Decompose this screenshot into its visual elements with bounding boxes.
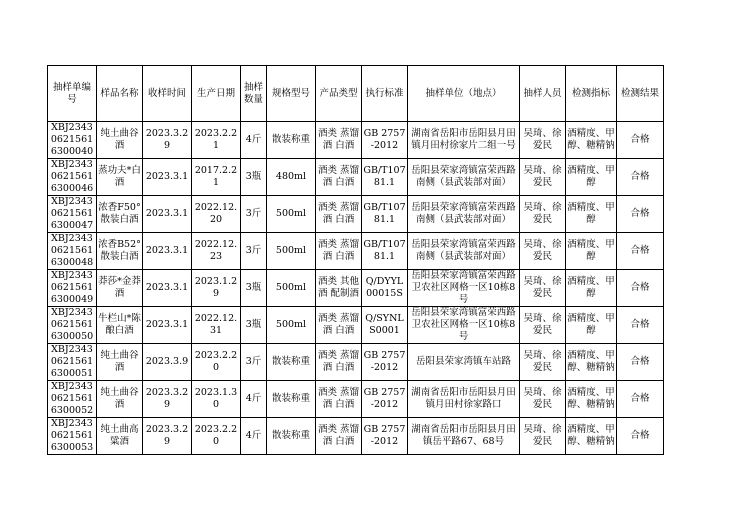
header-quantity: 抽样数量: [241, 66, 267, 122]
cell-sample-no: XBJ234306215616300053: [48, 418, 97, 455]
cell-standard: GB 2757-2012: [362, 122, 408, 159]
cell-result: 合格: [617, 196, 664, 233]
cell-production-date: 2023.2.20: [192, 418, 241, 455]
header-product-type: 产品类型: [316, 66, 362, 122]
cell-production-date: 2022.12.23: [192, 233, 241, 270]
cell-standard: GB 2757-2012: [362, 381, 408, 418]
cell-standard: GB 2757-2012: [362, 418, 408, 455]
sampling-results-table: [47, 65, 664, 455]
header-spec: 规格型号: [267, 66, 316, 122]
cell-sample-name: 浓香F50°散装白酒: [97, 196, 143, 233]
table-row: [48, 307, 664, 344]
cell-production-date: 2022.12.31: [192, 307, 241, 344]
cell-samplers: 吴琦、徐爱民: [520, 122, 566, 159]
header-samplers: 抽样人员: [520, 66, 566, 122]
cell-quantity: 4斤: [241, 418, 267, 455]
cell-product-type: 酒类 蒸馏酒 白酒: [316, 344, 362, 381]
cell-samplers: 吴琦、徐爱民: [520, 381, 566, 418]
cell-receipt-date: 2023.3.29: [143, 122, 192, 159]
cell-sample-no: XBJ234306215616300047: [48, 196, 97, 233]
cell-product-type: 酒类 蒸馏酒 白酒: [316, 418, 362, 455]
cell-result: 合格: [617, 122, 664, 159]
cell-product-type: 酒类 蒸馏酒 白酒: [316, 159, 362, 196]
cell-test-items: 酒精度、甲醇、糖精钠: [566, 381, 617, 418]
cell-standard: GB/T10781.1: [362, 196, 408, 233]
cell-samplers: 吴琦、徐爱民: [520, 307, 566, 344]
cell-spec: 480ml: [267, 159, 316, 196]
cell-result: 合格: [617, 418, 664, 455]
header-receipt-date: 收样时间: [143, 66, 192, 122]
cell-product-type: 酒类 蒸馏酒 白酒: [316, 122, 362, 159]
cell-sample-no: XBJ234306215616300048: [48, 233, 97, 270]
cell-receipt-date: 2023.3.1: [143, 233, 192, 270]
cell-product-type: 酒类 其他酒 配制酒: [316, 270, 362, 307]
cell-sampling-unit: 湖南省岳阳市岳阳县月田镇岳平路67、68号: [408, 418, 520, 455]
cell-quantity: 3瓶: [241, 159, 267, 196]
cell-spec: 500ml: [267, 233, 316, 270]
cell-standard: Q/SYNLS0001: [362, 307, 408, 344]
cell-sample-no: XBJ234306215616300052: [48, 381, 97, 418]
cell-test-items: 酒精度、甲醇: [566, 270, 617, 307]
cell-spec: 散装称重: [267, 381, 316, 418]
cell-test-items: 酒精度、甲醇、糖精钠: [566, 418, 617, 455]
cell-receipt-date: 2023.3.1: [143, 270, 192, 307]
cell-sampling-unit: 岳阳县荣家湾镇富荣西路南侧（县武装部对面）: [408, 196, 520, 233]
cell-sampling-unit: 岳阳县荣家湾镇富荣西路南侧（县武装部对面）: [408, 233, 520, 270]
cell-production-date: 2023.2.21: [192, 122, 241, 159]
cell-result: 合格: [617, 344, 664, 381]
cell-test-items: 酒精度、甲醇、糖精钠: [566, 344, 617, 381]
cell-quantity: 3瓶: [241, 270, 267, 307]
cell-samplers: 吴琦、徐爱民: [520, 270, 566, 307]
cell-sample-name: 浓香B52°散装白酒: [97, 233, 143, 270]
cell-result: 合格: [617, 159, 664, 196]
cell-receipt-date: 2023.3.29: [143, 381, 192, 418]
cell-quantity: 3斤: [241, 344, 267, 381]
cell-standard: GB 2757-2012: [362, 344, 408, 381]
cell-sample-no: XBJ234306215616300050: [48, 307, 97, 344]
cell-test-items: 酒精度、甲醇: [566, 159, 617, 196]
cell-quantity: 3瓶: [241, 307, 267, 344]
cell-standard: GB/T10781.1: [362, 159, 408, 196]
cell-receipt-date: 2023.3.1: [143, 196, 192, 233]
cell-result: 合格: [617, 233, 664, 270]
cell-samplers: 吴琦、徐爱民: [520, 344, 566, 381]
header-sample-name: 样品名称: [97, 66, 143, 122]
header-production-date: 生产日期: [192, 66, 241, 122]
table-row: [48, 270, 664, 307]
cell-production-date: 2023.1.30: [192, 381, 241, 418]
cell-samplers: 吴琦、徐爱民: [520, 196, 566, 233]
cell-standard: GB/T10781.1: [362, 233, 408, 270]
cell-sampling-unit: 岳阳县荣家湾镇车站路: [408, 344, 520, 381]
cell-production-date: 2022.12.20: [192, 196, 241, 233]
cell-test-items: 酒精度、甲醇、糖精钠: [566, 122, 617, 159]
cell-production-date: 2023.2.20: [192, 344, 241, 381]
cell-sample-name: 纯土曲谷酒: [97, 381, 143, 418]
cell-sampling-unit: 岳阳县荣家湾镇富荣西路卫农社区网格一区10栋8号: [408, 270, 520, 307]
cell-sample-name: 蒸功夫*白酒: [97, 159, 143, 196]
cell-sample-name: 纯土曲高粱酒: [97, 418, 143, 455]
header-sampling-unit: 抽样单位（地点）: [408, 66, 520, 122]
cell-spec: 500ml: [267, 307, 316, 344]
header-standard: 执行标准: [362, 66, 408, 122]
cell-spec: 500ml: [267, 270, 316, 307]
cell-sampling-unit: 岳阳县荣家湾镇富荣西路卫农社区网格一区10栋8号: [408, 307, 520, 344]
table-row: [48, 122, 664, 159]
cell-result: 合格: [617, 307, 664, 344]
cell-receipt-date: 2023.3.1: [143, 159, 192, 196]
cell-sample-name: 莽莎*金莽酒: [97, 270, 143, 307]
cell-samplers: 吴琦、徐爱民: [520, 418, 566, 455]
cell-quantity: 4斤: [241, 381, 267, 418]
header-sample-no: 抽样单编号: [48, 66, 97, 122]
cell-test-items: 酒精度、甲醇: [566, 196, 617, 233]
table-row: [48, 381, 664, 418]
cell-product-type: 酒类 蒸馏酒 白酒: [316, 381, 362, 418]
table-row: [48, 418, 664, 455]
cell-spec: 散装称重: [267, 122, 316, 159]
cell-product-type: 酒类 蒸馏酒 白酒: [316, 233, 362, 270]
cell-sampling-unit: 岳阳县荣家湾镇富荣西路南侧（县武装部对面）: [408, 159, 520, 196]
cell-product-type: 酒类 蒸馏酒 白酒: [316, 307, 362, 344]
cell-production-date: 2023.1.29: [192, 270, 241, 307]
cell-sample-name: 纯土曲谷酒: [97, 122, 143, 159]
cell-test-items: 酒精度、甲醇: [566, 307, 617, 344]
cell-sample-name: 牛栏山*陈酿白酒: [97, 307, 143, 344]
cell-result: 合格: [617, 270, 664, 307]
table-row: [48, 344, 664, 381]
cell-sample-no: XBJ234306215616300051: [48, 344, 97, 381]
cell-production-date: 2017.2.21: [192, 159, 241, 196]
header-result: 检测结果: [617, 66, 664, 122]
table-row: [48, 233, 664, 270]
cell-quantity: 4斤: [241, 122, 267, 159]
cell-samplers: 吴琦、徐爱民: [520, 159, 566, 196]
cell-spec: 500ml: [267, 196, 316, 233]
cell-samplers: 吴琦、徐爱民: [520, 233, 566, 270]
cell-result: 合格: [617, 381, 664, 418]
cell-spec: 散装称重: [267, 344, 316, 381]
cell-product-type: 酒类 蒸馏酒 白酒: [316, 196, 362, 233]
cell-sampling-unit: 湖南省岳阳市岳阳县月田镇月田村徐家路口: [408, 381, 520, 418]
header-test-items: 检测指标: [566, 66, 617, 122]
cell-spec: 散装称重: [267, 418, 316, 455]
cell-test-items: 酒精度、甲醇: [566, 233, 617, 270]
cell-receipt-date: 2023.3.29: [143, 418, 192, 455]
cell-sample-no: XBJ234306215616300049: [48, 270, 97, 307]
cell-receipt-date: 2023.3.9: [143, 344, 192, 381]
cell-receipt-date: 2023.3.1: [143, 307, 192, 344]
cell-sample-no: XBJ234306215616300040: [48, 122, 97, 159]
cell-sample-no: XBJ234306215616300046: [48, 159, 97, 196]
cell-sampling-unit: 湖南省岳阳市岳阳县月田镇月田村徐家片二组一号: [408, 122, 520, 159]
cell-sample-name: 纯土曲谷酒: [97, 344, 143, 381]
table-body: [48, 122, 664, 455]
table-row: [48, 196, 664, 233]
table-row: [48, 159, 664, 196]
cell-standard: Q/DYYL00015S: [362, 270, 408, 307]
table-header-row: [48, 66, 664, 122]
cell-quantity: 3斤: [241, 233, 267, 270]
cell-quantity: 3斤: [241, 196, 267, 233]
